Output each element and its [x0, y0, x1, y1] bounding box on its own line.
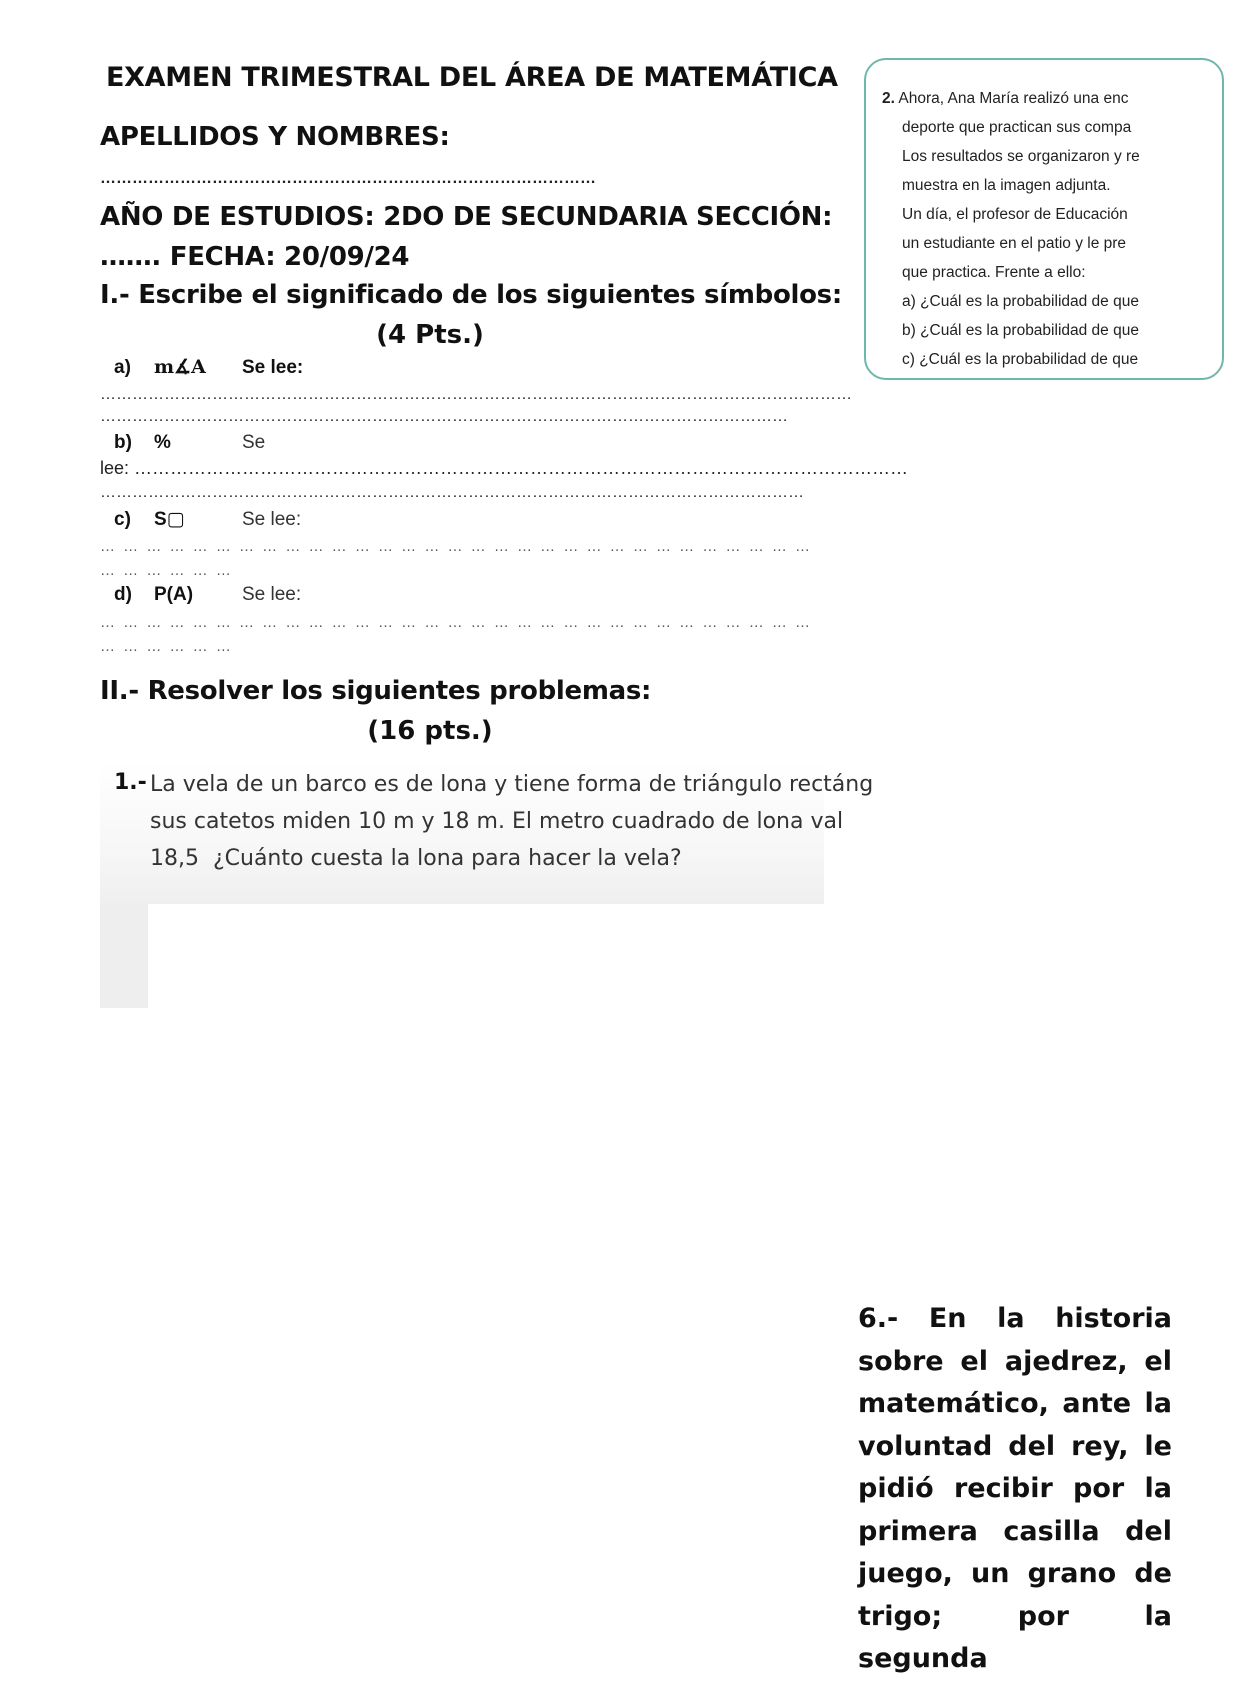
symbol-item-b [114, 432, 265, 454]
symbol-text: P(A) [154, 584, 194, 605]
problem1-line: 18,5 ¿Cuánto cuesta la lona para hacer la vela? [150, 846, 682, 871]
reads-label: Se lee: [242, 509, 302, 530]
exam-title: EXAMEN TRIMESTRAL DEL ÁREA DE MATEMÁTICA [106, 62, 838, 93]
section1-points: (4 Pts.) [376, 320, 484, 350]
problem2-line-text: Ahora, Ana María realizó una enc [898, 90, 1129, 107]
section1-heading: I.- Escribe el significado de los siguientes símbolos: [100, 280, 842, 310]
problem2-text [882, 84, 1242, 374]
reads-label: Se [242, 432, 266, 453]
problem2-number: 2. [882, 90, 895, 107]
problem1-number: 1.- [114, 770, 147, 795]
symbol-item-c [114, 508, 301, 531]
problem2-line: un estudiante en el patio y le pre [902, 235, 1127, 252]
item-letter: b) [114, 432, 132, 453]
symbol-text: S▢ [154, 509, 185, 530]
answer-line-a1[interactable]: …………………………………………………………………………………………………………………………… [100, 386, 852, 403]
section2-heading: II.- Resolver los siguientes problemas: [100, 676, 652, 706]
problem1-text [150, 766, 950, 877]
answer-line-c1[interactable]: … … … … … … … … … … … … … … … … … … … … … … … … … … … … … … … [100, 538, 813, 555]
problem2-line: Los resultados se organizaron y re [902, 148, 1140, 165]
answer-line-c2[interactable]: … … … … … … [100, 562, 233, 579]
symbol-item-a [114, 356, 303, 379]
problem2-line [882, 84, 1242, 113]
answer-line-b1[interactable]: lee: ………………………………………………………………………………………………………………… [100, 458, 909, 478]
symbol-text: % [154, 432, 171, 453]
item-letter: a) [114, 357, 131, 378]
problem2-line: deporte que practican sus compa [902, 119, 1132, 136]
problem2-box [864, 58, 1224, 380]
problem2-question-b: b) ¿Cuál es la probabilidad de que [902, 322, 1139, 339]
date-label: ……. FECHA: 20/09/24 [100, 242, 410, 272]
name-line[interactable]: ………………………………………………………………………………… [100, 170, 596, 187]
answer-line-d2[interactable]: … … … … … … [100, 638, 233, 655]
problem2-line: muestra en la imagen adjunta. [902, 177, 1111, 194]
problem2-question-c: c) ¿Cuál es la probabilidad de que [902, 351, 1139, 368]
problem1-line: La vela de un barco es de lona y tiene forma de triángulo rectáng [150, 772, 874, 797]
problem1-line: sus catetos miden 10 m y 18 m. El metro cuadrado de lona val [150, 809, 844, 834]
symbol-item-d [114, 584, 301, 606]
answer-line-a2[interactable]: ………………………………………………………………………………………………………………… [100, 408, 788, 425]
item-letter: c) [114, 509, 131, 530]
problem1-image [100, 762, 874, 904]
item-letter: d) [114, 584, 132, 605]
answer-line-b2[interactable]: …………………………………………………………………………………………………………………… [100, 484, 804, 501]
problem2-question-a: a) ¿Cuál es la probabilidad de que [902, 293, 1139, 310]
answer-line-d1[interactable]: … … … … … … … … … … … … … … … … … … … … … … … … … … … … … … … [100, 614, 813, 631]
symbol-text: m∡A [154, 356, 206, 378]
problem6-text: 6.- En la historia sobre el ajedrez, el matemático, ante la voluntad del rey, le pidió recibir por la primera casilla del juego, un grano de trigo; por la segunda [858, 1303, 1172, 1674]
reads-label: Se lee: [242, 357, 304, 378]
name-label: APELLIDOS Y NOMBRES: [100, 122, 450, 152]
section2-points: (16 pts.) [367, 716, 493, 746]
year-section-label: AÑO DE ESTUDIOS: 2DO DE SECUNDARIA SECCIÓN: [100, 202, 833, 232]
problem2-line: Un día, el profesor de Educación [902, 206, 1128, 223]
problem2-line: que practica. Frente a ello: [902, 264, 1086, 281]
reads-label: Se lee: [242, 584, 302, 605]
problem1-image-tail [100, 904, 148, 1008]
